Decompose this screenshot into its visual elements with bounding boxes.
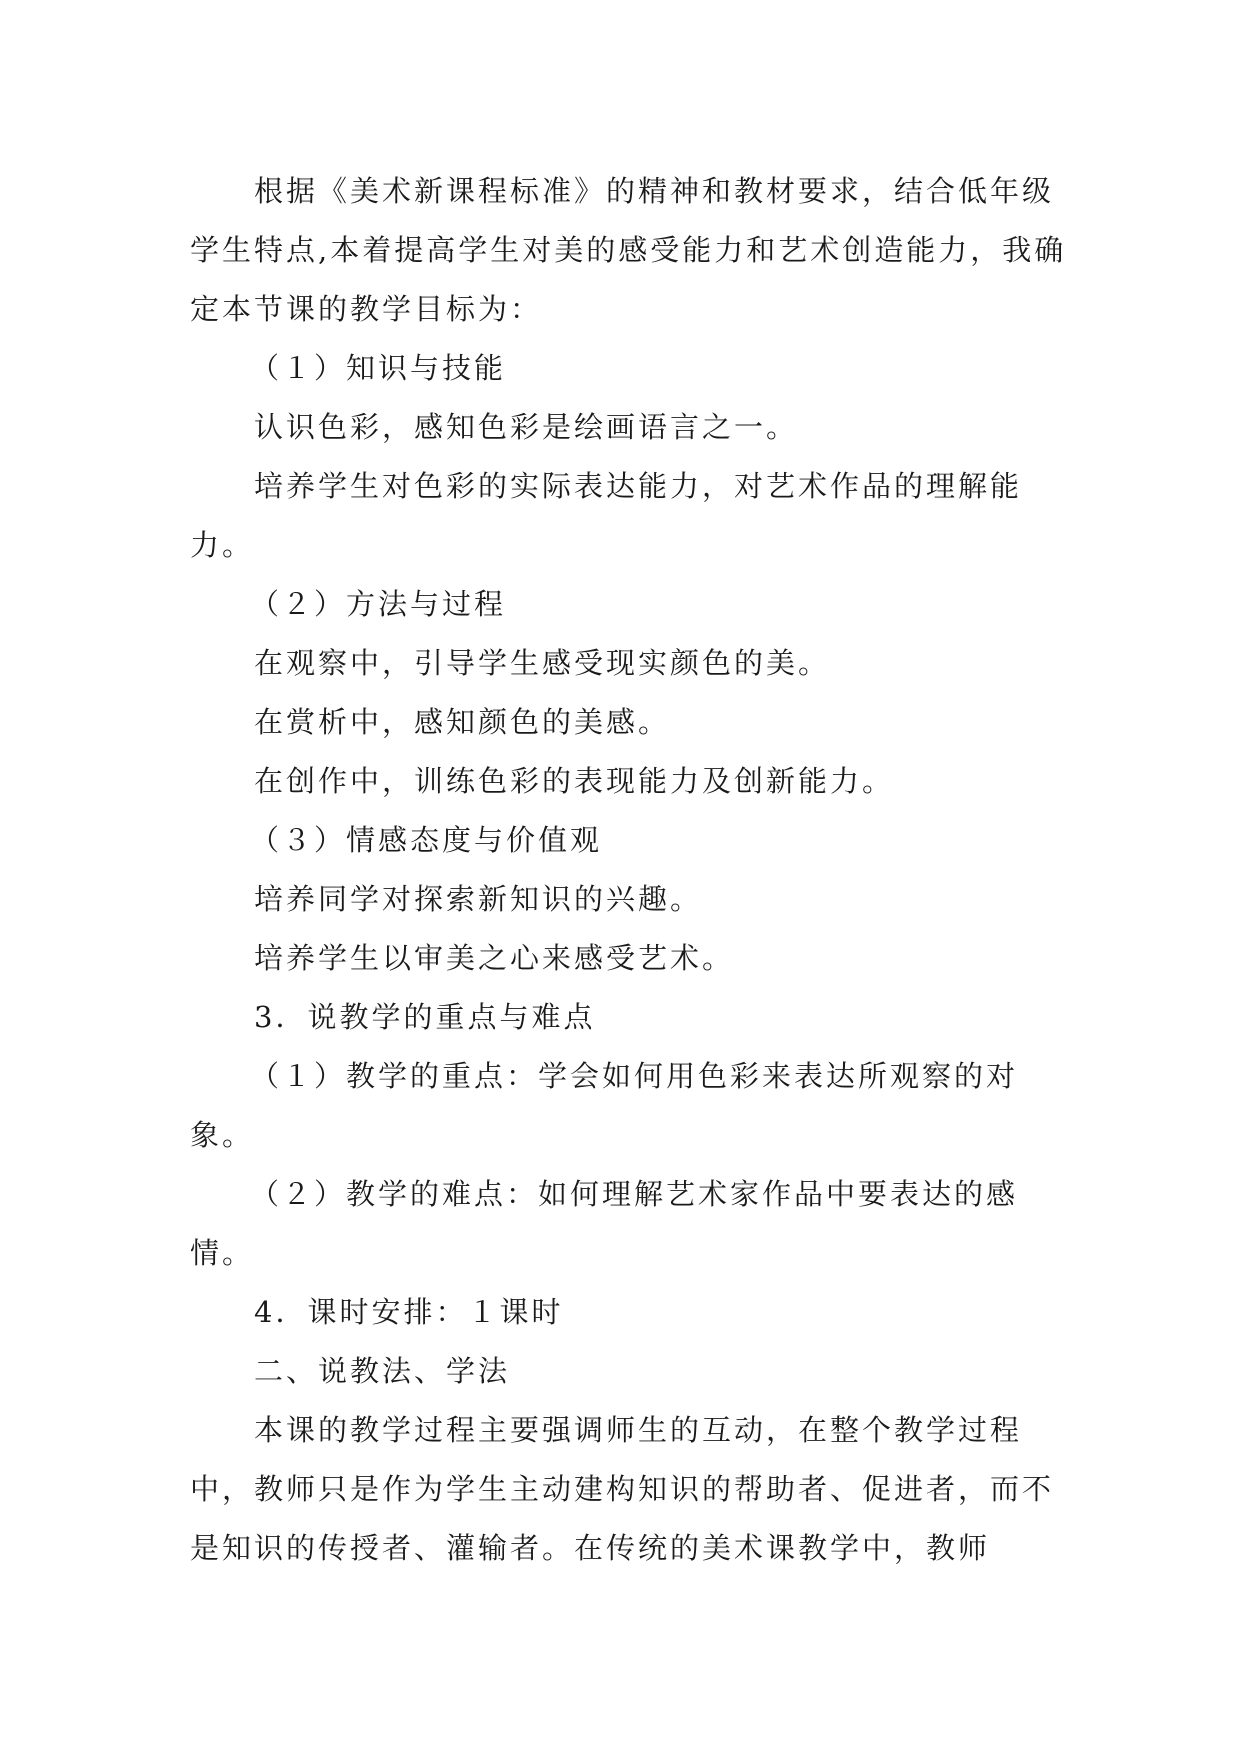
- document-body: [190, 162, 1070, 1578]
- paragraph-key-point: （１）教学的重点：学会如何用色彩来表达所观察的对象。: [190, 1059, 1019, 1152]
- heading-method-process: （２）方法与过程: [250, 587, 507, 621]
- heading-knowledge-skills: （１）知识与技能: [250, 351, 507, 385]
- heading-teaching-methods: 二、说教法、学法: [254, 1354, 511, 1388]
- paragraph-appreciation: 在赏析中，感知颜色的美感。: [254, 705, 671, 739]
- heading-key-points: 3．说教学的重点与难点: [254, 1000, 596, 1034]
- paragraph-recognize-color: 认识色彩，感知色彩是绘画语言之一。: [254, 410, 799, 444]
- paragraph-creation: 在创作中，训练色彩的表现能力及创新能力。: [254, 764, 895, 798]
- paragraph-teaching-goals-intro: 根据《美术新课程标准》的精神和教材要求，结合低年级学生特点,本着提高学生对美的感受能力和艺术创造能力，我确定本节课的教学目标为：: [190, 174, 1067, 326]
- paragraph-interest: 培养同学对探索新知识的兴趣。: [254, 882, 703, 916]
- paragraph-aesthetic: 培养学生以审美之心来感受艺术。: [254, 941, 735, 975]
- paragraph-schedule: 4．课时安排：１课时: [254, 1295, 564, 1329]
- paragraph-difficult-point: （２）教学的难点：如何理解艺术家作品中要表达的感情。: [190, 1177, 1019, 1270]
- paragraph-color-expression: 培养学生对色彩的实际表达能力，对艺术作品的理解能力。: [190, 469, 1023, 562]
- paragraph-teaching-process: 本课的教学过程主要强调师生的互动，在整个教学过程中，教师只是作为学生主动建构知识的帮助者、促进者，而不是知识的传授者、灌输者。在传统的美术课教学中，教师: [190, 1413, 1055, 1565]
- heading-emotion-values: （３）情感态度与价值观: [250, 823, 603, 857]
- paragraph-observation: 在观察中，引导学生感受现实颜色的美。: [254, 646, 831, 680]
